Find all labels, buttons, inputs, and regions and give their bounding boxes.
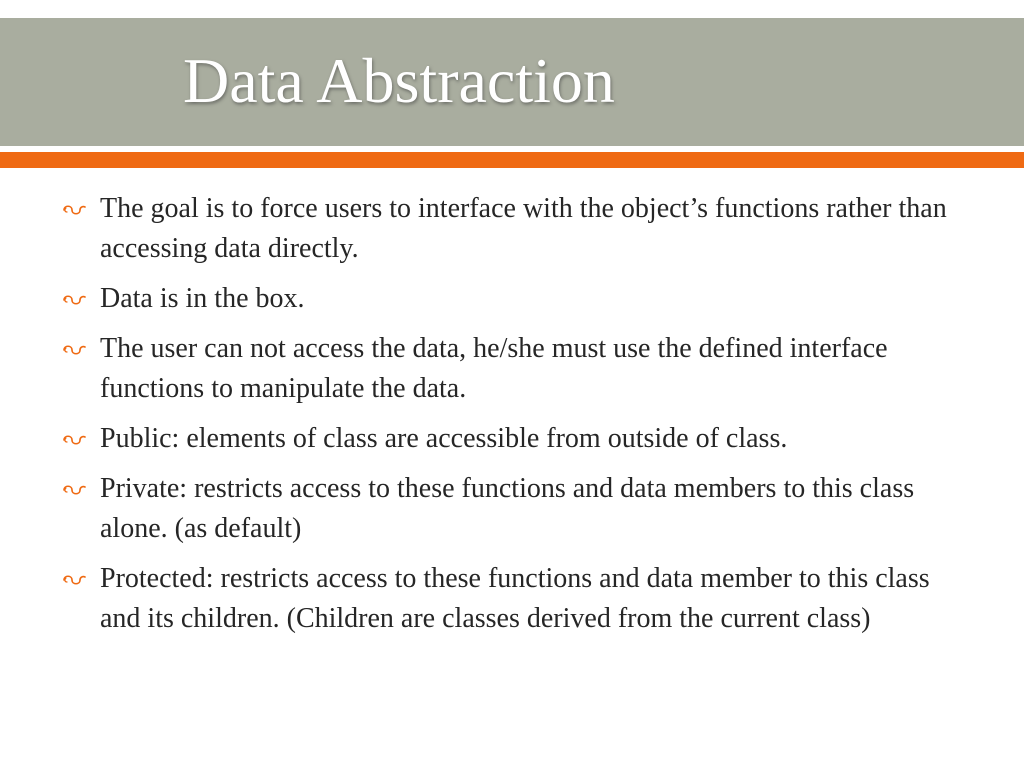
- slide-title: Data Abstraction: [183, 45, 615, 116]
- bullet-item: [62, 469, 972, 549]
- curl-bullet-icon: [62, 574, 86, 586]
- bullet-text: Public: elements of class are accessible from outside of class.: [100, 423, 788, 454]
- accent-line: [0, 152, 1024, 168]
- bullet-text: The user can not access the data, he/she must use the defined interface functions to manipulate the data.: [100, 333, 888, 404]
- curl-bullet-icon: [62, 204, 86, 216]
- curl-bullet-icon: [62, 434, 86, 446]
- curl-bullet-icon: [62, 344, 86, 356]
- curl-bullet-icon: [62, 484, 86, 496]
- bullet-item: [62, 419, 972, 459]
- bullet-item: [62, 559, 972, 639]
- bullet-item: [62, 279, 972, 319]
- bullet-item: [62, 329, 972, 409]
- bullet-list: [62, 189, 972, 649]
- bullet-text: The goal is to force users to interface with the object’s functions rather than accessing data directly.: [100, 193, 947, 264]
- bullet-text: Protected: restricts access to these functions and data member to this class and its children. (Children are classes derived from the current class): [100, 563, 930, 634]
- bullet-item: [62, 189, 972, 269]
- bullet-text: Private: restricts access to these functions and data members to this class alone. (as default): [100, 473, 915, 544]
- curl-bullet-icon: [62, 294, 86, 306]
- bullet-text: Data is in the box.: [100, 283, 305, 314]
